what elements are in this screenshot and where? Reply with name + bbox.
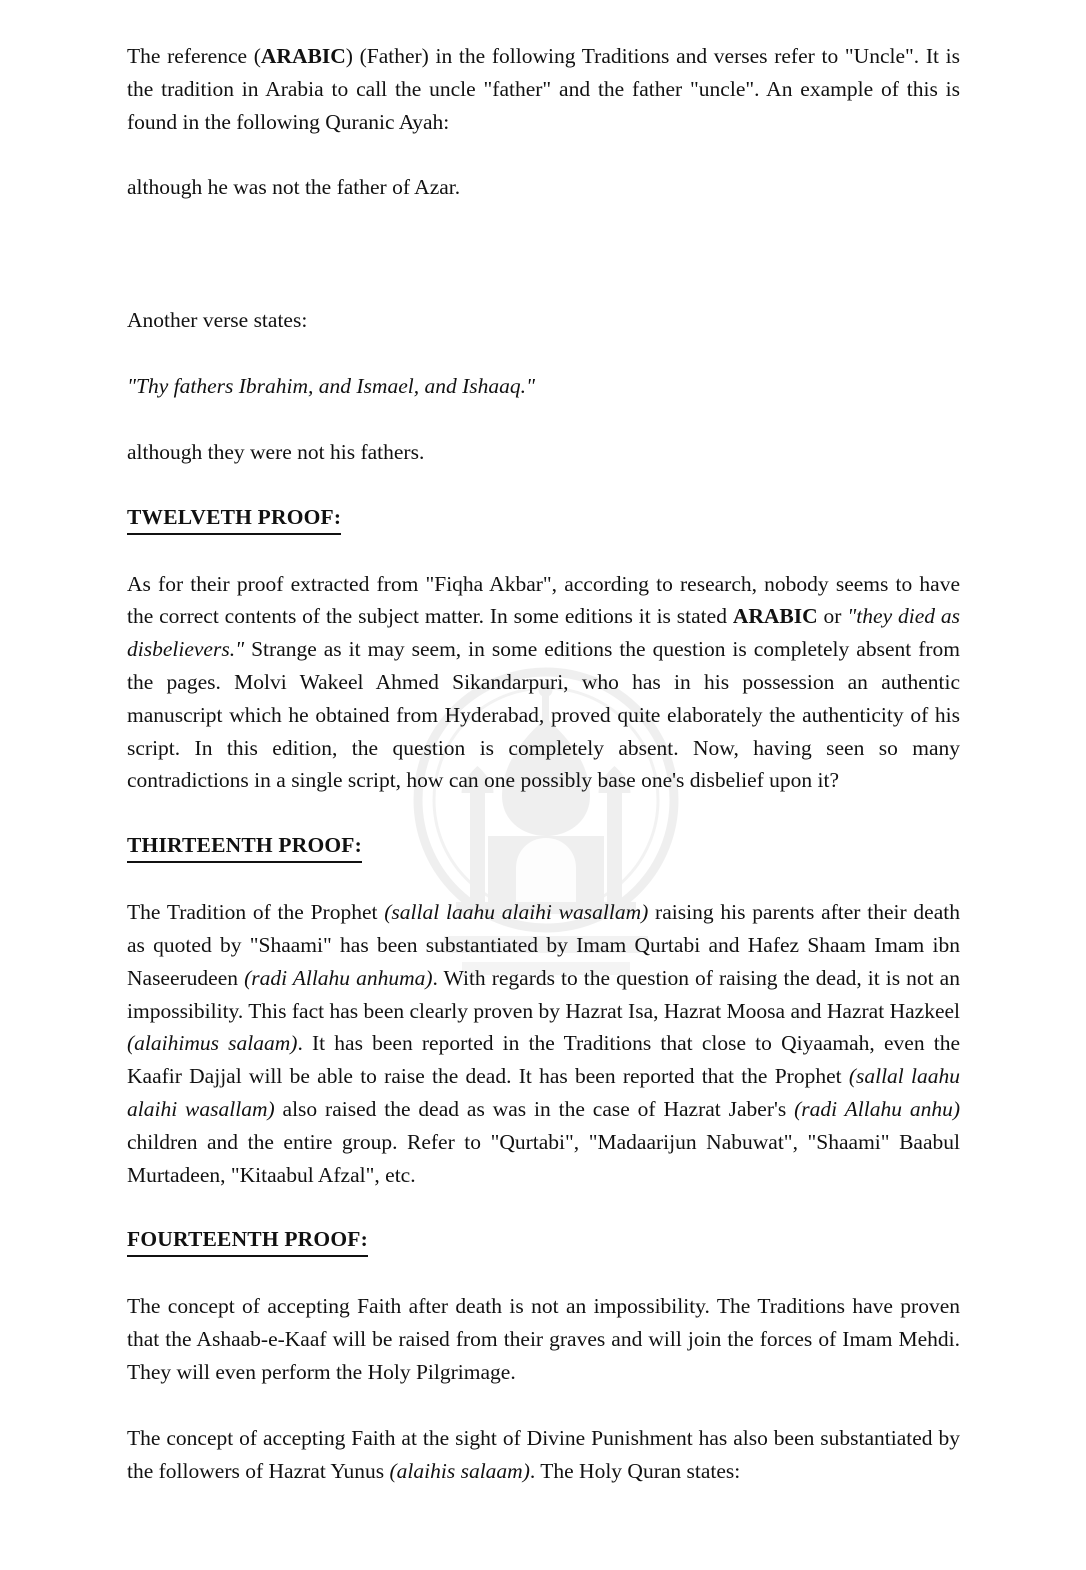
arabic-token: ARABIC xyxy=(732,604,818,629)
heading-twelveth-proof-text: TWELVETH PROOF: xyxy=(127,502,341,535)
quote-thy-fathers xyxy=(127,370,960,403)
paragraph-twelveth-proof xyxy=(127,568,960,798)
thirteenth-i3: (alaihimus salaam) xyxy=(127,1031,298,1056)
spacer xyxy=(127,403,960,436)
spacer xyxy=(127,469,960,502)
heading-thirteenth-proof-text: THIRTEENTH PROOF: xyxy=(127,830,362,863)
page-bottom-whitespace xyxy=(127,1487,960,1570)
spacer xyxy=(127,138,960,171)
thirteenth-p1: The Tradition of the Prophet xyxy=(127,900,385,925)
thirteenth-i4: (sallal laahu alaihi wasallam) xyxy=(127,1064,960,1121)
heading-fourteenth-proof-text: FOURTEENTH PROOF: xyxy=(127,1224,368,1257)
heading-twelveth-proof xyxy=(127,502,960,535)
thirteenth-i1: (sallal laahu alaihi wasallam) xyxy=(384,900,649,925)
thirteenth-p5: also raised the dead as was in the case of Hazrat Jaber's xyxy=(274,1096,795,1121)
thirteenth-i2: (radi Allahu anhuma) xyxy=(244,965,433,990)
thirteenth-p6: children and the entire group. Refer to "Qurtabi", "Madaarijun Nabuwat", "Shaami" Baabul Murtadeen, "Kitaabul Afzal", etc. xyxy=(127,1129,960,1187)
paragraph-not-his-fathers: although they were not his fathers. xyxy=(127,439,425,464)
paragraph-another-verse: Another verse states: xyxy=(127,308,308,333)
paragraph-reference-uncle xyxy=(127,40,960,138)
fourteenth-b-p1: The concept of accepting Faith at the sight of Divine Punishment has also been substantiated by the followers of Hazrat Yunus xyxy=(127,1425,960,1483)
twelveth-part2: or xyxy=(817,604,848,629)
thirteenth-p2: raising his parents after their death as quoted by "Shaami" has been substantiated by Imam Qurtabi and Hafez Shaam Imam ibn Naseerudeen xyxy=(127,900,960,990)
twelveth-part1: As for their proof extracted from "Fiqha Akbar", according to research, nobody seems to have the correct contents of the subject matter. In some editions it is stated xyxy=(127,571,960,629)
twelveth-part3: Strange as it may seem, in some editions the question is completely absent from the pages. Molvi Wakeel Ahmed Sikandarpuri, who has in his possession an authentic manuscript which he obtained from Hyderabad, proved quite elaborately the authenticity of his script. In this edition, the question is completely absent. Now, having seen so many contradictions in a single script, how can one possibly base one's disbelief upon it? xyxy=(127,637,960,793)
reference-text-after: ) (Father) in the following Traditions and verses refer to "Uncle". It is the tradition in Arabia to call the uncle "father" and the father "uncle". An example of this is found in the following Quranic Ayah: xyxy=(127,44,960,134)
thirteenth-p3: . With regards to the question of raising the dead, it is not an impossibility. This fact has been clearly proven by Hazrat Isa, Hazrat Moosa and Hazrat Hazkeel xyxy=(127,965,960,1023)
spacer xyxy=(127,337,960,370)
thirteenth-i5: (radi Allahu anhu) xyxy=(794,1096,960,1121)
spacer xyxy=(127,1191,960,1224)
paragraph-fourteenth-proof-b xyxy=(127,1422,960,1488)
paragraph-azar: although he was not the father of Azar. xyxy=(127,175,461,200)
spacer xyxy=(127,535,960,568)
spacer xyxy=(127,863,960,896)
quote-thy-fathers-text: "Thy fathers Ibrahim, and Ismael, and Ishaaq." xyxy=(127,373,536,398)
heading-thirteenth-proof xyxy=(127,830,960,863)
heading-fourteenth-proof xyxy=(127,1224,960,1257)
spacer xyxy=(127,1389,960,1422)
thirteenth-p4: . It has been reported in the Traditions that close to Qiyaamah, even the Kaafir Dajjal will be able to raise the dead. It has been reported that the Prophet xyxy=(127,1031,961,1089)
twelveth-quote: "they died as disbelievers." xyxy=(127,604,960,662)
spacer xyxy=(127,797,960,830)
paragraph-fourteenth-proof-a: The concept of accepting Faith after death is not an impossibility. The Traditions have proven that the Ashaab-e-Kaaf will be raised from their graves and will join the forces of Imam Mehdi. They will even perform the Holy Pilgrimage. xyxy=(127,1294,960,1384)
spacer xyxy=(127,1257,960,1290)
paragraph-thirteenth-proof xyxy=(127,896,960,1191)
arabic-token: ARABIC xyxy=(260,44,346,68)
fourteenth-b-i1: (alaihis salaam) xyxy=(389,1458,530,1483)
spacer xyxy=(127,204,960,304)
fourteenth-b-p2: . The Holy Quran states: xyxy=(529,1458,741,1483)
reference-text-before: The reference ( xyxy=(127,44,261,68)
